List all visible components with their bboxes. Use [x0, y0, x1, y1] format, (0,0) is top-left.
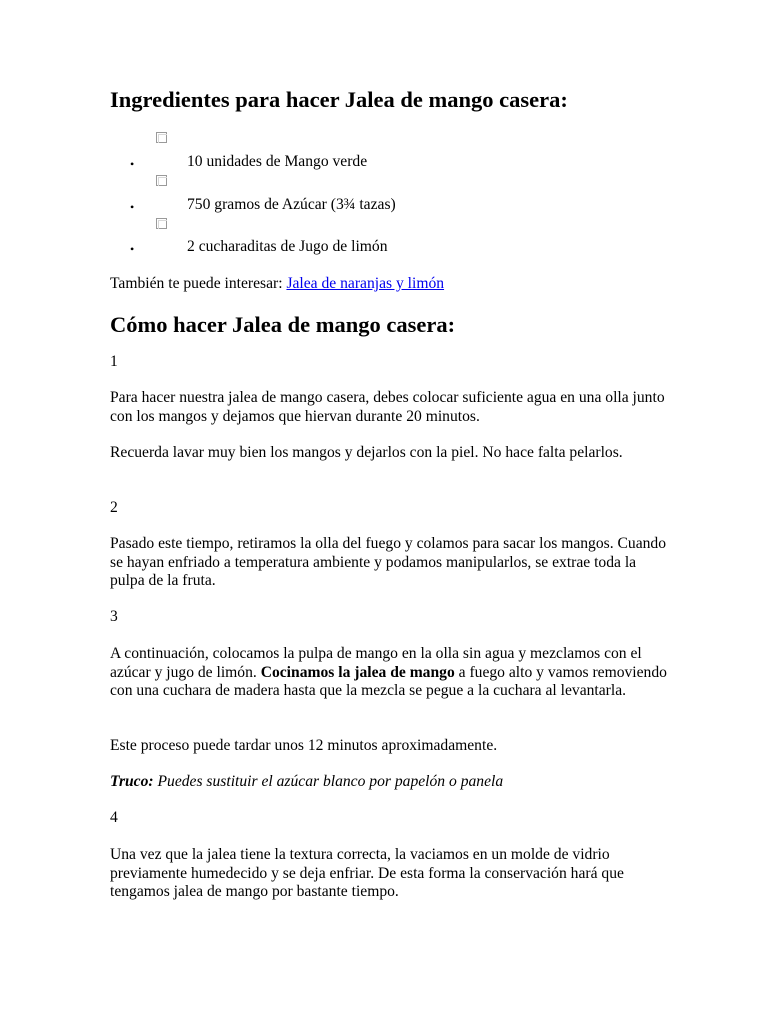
checkbox-icon[interactable] [156, 218, 167, 229]
step-paragraph: Recuerda lavar muy bien los mangos y dejarlos con la piel. No hace falta pelarlos. [110, 444, 623, 461]
step-text: a fuego alto y vamos removiendo con una cuchara de madera hasta que la mezcla se pegue a la cuchara al levantarla. [110, 663, 667, 699]
related-recipe-link[interactable]: Jalea de naranjas y limón [286, 275, 445, 292]
checkbox-icon[interactable] [156, 175, 167, 186]
related-recipe [110, 275, 670, 294]
step-paragraph: Para hacer nuestra jalea de mango casera, debes colocar suficiente agua en una olla junto con los mangos y dejamos que hiervan durante 20 minutos. [110, 389, 665, 425]
step-number: 1 [110, 353, 118, 370]
step-paragraph: Pasado este tiempo, retiramos la olla del fuego y colamos para sacar los mangos. Cuando se hayan enfriado a temperatura ambiente y podamos manipularlos, se extrae toda la pulpa de la fruta. [110, 535, 667, 589]
step-paragraph [110, 645, 672, 701]
step-text: A continuación, colocamos la pulpa de mango en la olla sin agua y mezclamos con el azúcar y jugo de limón. [110, 645, 642, 681]
step-number: 2 [110, 499, 118, 516]
bullet-icon: • [130, 242, 135, 256]
step-emphasis: Cocinamos la jalea de mango [260, 663, 455, 681]
tip [110, 773, 670, 792]
ingredient-item: 750 gramos de Azúcar (3¾ tazas) [187, 196, 396, 213]
tip-text: Puedes sustituir el azúcar blanco por papelón o panela [153, 773, 504, 790]
tip-label: Truco: [110, 773, 154, 790]
ingredients-heading: Ingredientes para hacer Jalea de mango casera: [110, 87, 568, 112]
step-number: 3 [110, 608, 118, 625]
checkbox-icon[interactable] [156, 132, 167, 143]
step-number: 4 [110, 809, 118, 826]
ingredient-item: 2 cucharaditas de Jugo de limón [187, 238, 388, 255]
bullet-icon: • [130, 200, 135, 214]
step-paragraph: Una vez que la jalea tiene la textura correcta, la vaciamos en un molde de vidrio previamente humedecido y se deja enfriar. De esta forma la conservación hará que tengamos jalea de mango por bastante tiempo. [110, 846, 624, 900]
related-prefix: También te puede interesar: [110, 275, 287, 292]
bullet-icon: • [130, 157, 135, 171]
ingredient-item: 10 unidades de Mango verde [187, 153, 368, 170]
step-paragraph: Este proceso puede tardar unos 12 minutos aproximadamente. [110, 737, 498, 754]
method-heading: Cómo hacer Jalea de mango casera: [110, 312, 456, 337]
